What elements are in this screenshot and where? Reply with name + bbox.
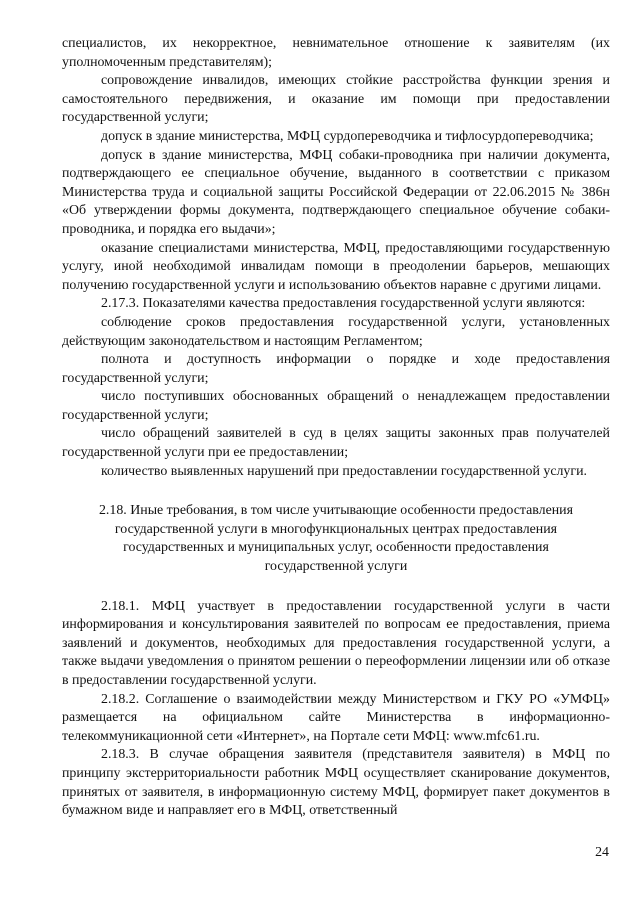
paragraph: 2.18.3. В случае обращения заявителя (представителя заявителя) в МФЦ по принципу экстерриториальности работник МФЦ осуществляет сканирование документов, принятых от заявителя, в информационную систему МФЦ, формирует пакет документов в бумажном виде и направляет его в МФЦ, ответственный: [62, 747, 610, 819]
paragraph: количество выявленных нарушений при предоставлении государственной услуги.: [101, 463, 587, 479]
paragraph: специалистов, их некорректное, невнимательное отношение к заявителям (их уполномоченным представителям);: [62, 36, 610, 70]
paragraph: 2.18.1. МФЦ участвует в предоставлении государственной услуги в части информирования и консультирования заявителей по вопросам ее предоставления, приема заявлений и документов, необходимых для предоставления государственной услуги, а также выдачи уведомления о принятом решении о переоформлении лицензии или об отказе в предоставлении государственной услуги.: [62, 598, 610, 688]
paragraph: полнота и доступность информации о порядке и ходе предоставления государственной услуги;: [62, 352, 610, 386]
text-column: [62, 35, 610, 821]
paragraph: допуск в здание министерства, МФЦ сурдопереводчика и тифлосурдопереводчика;: [101, 128, 594, 144]
section-heading: 2.18. Иные требования, в том числе учитывающие особенности предоставления государственной услуги в многофункциональных центрах предоставления государственных и муниципальных услуг, особенности предоставления государственной услуги: [98, 503, 574, 575]
paragraph: сопровождение инвалидов, имеющих стойкие расстройства функции зрения и самостоятельного передвижения, и оказание им помощи при предоставлении государственной услуги;: [62, 73, 610, 126]
paragraph: число обращений заявителей в суд в целях защиты законных прав получателей государственной услуги при ее предоставлении;: [62, 426, 610, 461]
page-number: 24: [595, 845, 609, 860]
paragraph: 2.17.3. Показателями качества предоставления государственной услуги являются:: [101, 296, 586, 312]
paragraph: допуск в здание министерства, МФЦ собаки-проводника при наличии документа, подтверждающего ее специальное обучение, выданного в соответствии с приказом Министерства труда и социальной защиты Российской Федерации от 22.06.2015 № 386н «Об утверждении формы документа, подтверждающего специальное обучение собаки-проводника, и порядка его выдачи»;: [62, 147, 610, 237]
paragraph: соблюдение сроков предоставления государственной услуги, установленных действующим законодательством и настоящим Регламентом;: [62, 314, 610, 349]
paragraph: оказание специалистами министерства, МФЦ, предоставляющими государственную услугу, иной необходимой инвалидам помощи в преодолении барьеров, мешающих получению государственной услуги и использованию объектов наравне с другими лицами.: [62, 240, 610, 293]
paragraph: 2.18.2. Соглашение о взаимодействии между Министерством и ГКУ РО «УМФЦ» размещается на официальном сайте Министерства в информационно-телекоммуникационной сети «Интернет», на Портале сети МФЦ: www.mfc61.ru.: [62, 691, 610, 744]
paragraph: число поступивших обоснованных обращений о ненадлежащем предоставлении государственной услуги;: [62, 389, 610, 423]
